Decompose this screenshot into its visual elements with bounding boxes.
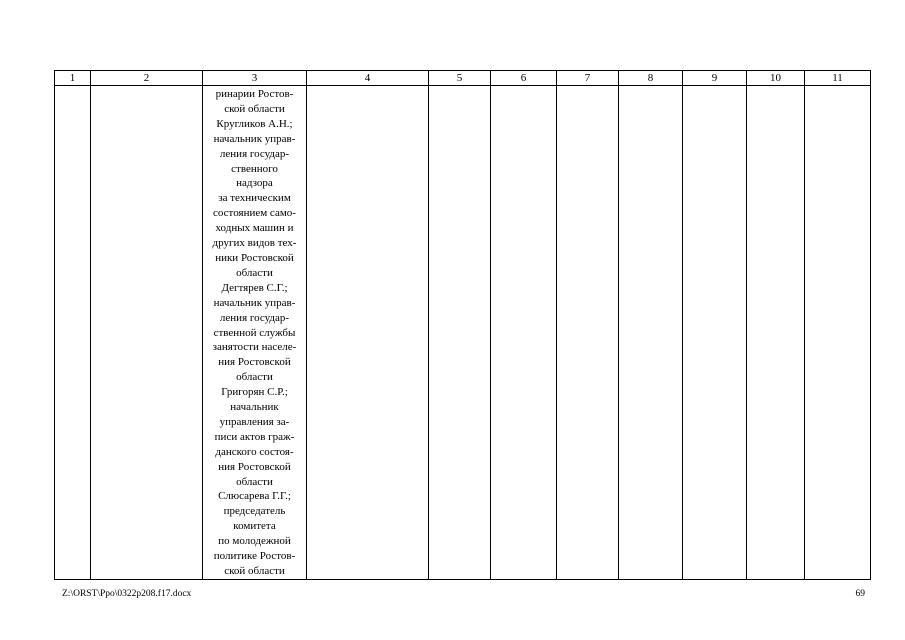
cell-text-line: ственной службы <box>213 326 296 339</box>
cell-text-line: других видов тех- <box>212 237 297 250</box>
column-3-text <box>203 86 306 579</box>
cell-col-3 <box>203 86 307 580</box>
column-header-10: 10 <box>747 71 805 86</box>
cell-col-7 <box>557 86 619 580</box>
cell-text-line: области <box>236 266 273 279</box>
cell-col-11 <box>805 86 871 580</box>
cell-text-line: ления государ- <box>219 147 290 160</box>
footer-file-path: Z:\ORST\Ppo\0322p208.f17.docx <box>62 589 192 599</box>
cell-text-line: политике Ростов- <box>213 550 296 563</box>
cell-text-line: комитета <box>233 520 276 533</box>
header-row <box>55 71 871 86</box>
document-table <box>54 70 871 580</box>
cell-text-line: ственного <box>231 162 278 175</box>
column-header-2: 2 <box>91 71 203 86</box>
column-header-6: 6 <box>491 71 557 86</box>
cell-text-line: области <box>236 371 273 384</box>
cell-text-line: председатель <box>223 505 286 518</box>
cell-col-9 <box>683 86 747 580</box>
cell-text-line: ходных машин и <box>215 222 294 235</box>
column-header-7: 7 <box>557 71 619 86</box>
column-header-4: 4 <box>307 71 429 86</box>
cell-text-line: занятости населе- <box>212 341 297 354</box>
cell-col-6 <box>491 86 557 580</box>
table-row <box>55 86 871 580</box>
cell-text-line: писи актов граж- <box>214 430 295 443</box>
column-header-5: 5 <box>429 71 491 86</box>
cell-text-line: надзора <box>236 177 273 190</box>
cell-text-line: начальник управ- <box>213 296 296 309</box>
column-header-11: 11 <box>805 71 871 86</box>
cell-text-line: ния Ростовской <box>218 356 291 369</box>
cell-text-line: состоянием само- <box>213 207 296 220</box>
column-header-8: 8 <box>619 71 683 86</box>
column-header-3: 3 <box>203 71 307 86</box>
cell-col-1 <box>55 86 91 580</box>
cell-col-2 <box>91 86 203 580</box>
cell-text-line: Слюсарева Г.Г.; <box>218 490 291 503</box>
cell-col-8 <box>619 86 683 580</box>
cell-text-line: ления государ- <box>219 311 290 324</box>
cell-text-line: Дегтярев С.Г.; <box>221 281 288 294</box>
cell-text-line: Кругликов А.Н.; <box>216 117 293 130</box>
cell-text-line: начальник <box>230 401 279 414</box>
cell-text-line: данского состоя- <box>215 445 294 458</box>
page-number: 69 <box>855 589 865 599</box>
cell-text-line: ния Ростовской <box>218 460 291 473</box>
column-header-9: 9 <box>683 71 747 86</box>
cell-text-line: ринарии Ростов- <box>215 88 294 100</box>
cell-text-line: ской области <box>224 102 285 115</box>
cell-text-line: за техническим <box>218 192 291 205</box>
cell-text-line: управления за- <box>219 415 290 428</box>
column-header-1: 1 <box>55 71 91 86</box>
cell-text-line: начальник управ- <box>213 132 296 145</box>
cell-text-line: по молодежной <box>218 535 291 548</box>
cell-col-10 <box>747 86 805 580</box>
cell-text-line: области <box>236 475 273 488</box>
cell-text-line: ники Ростовской <box>215 251 294 264</box>
cell-text-line: Григорян С.Р.; <box>221 386 288 399</box>
cell-text-line: ской области <box>224 565 285 577</box>
cell-col-5 <box>429 86 491 580</box>
cell-col-4 <box>307 86 429 580</box>
